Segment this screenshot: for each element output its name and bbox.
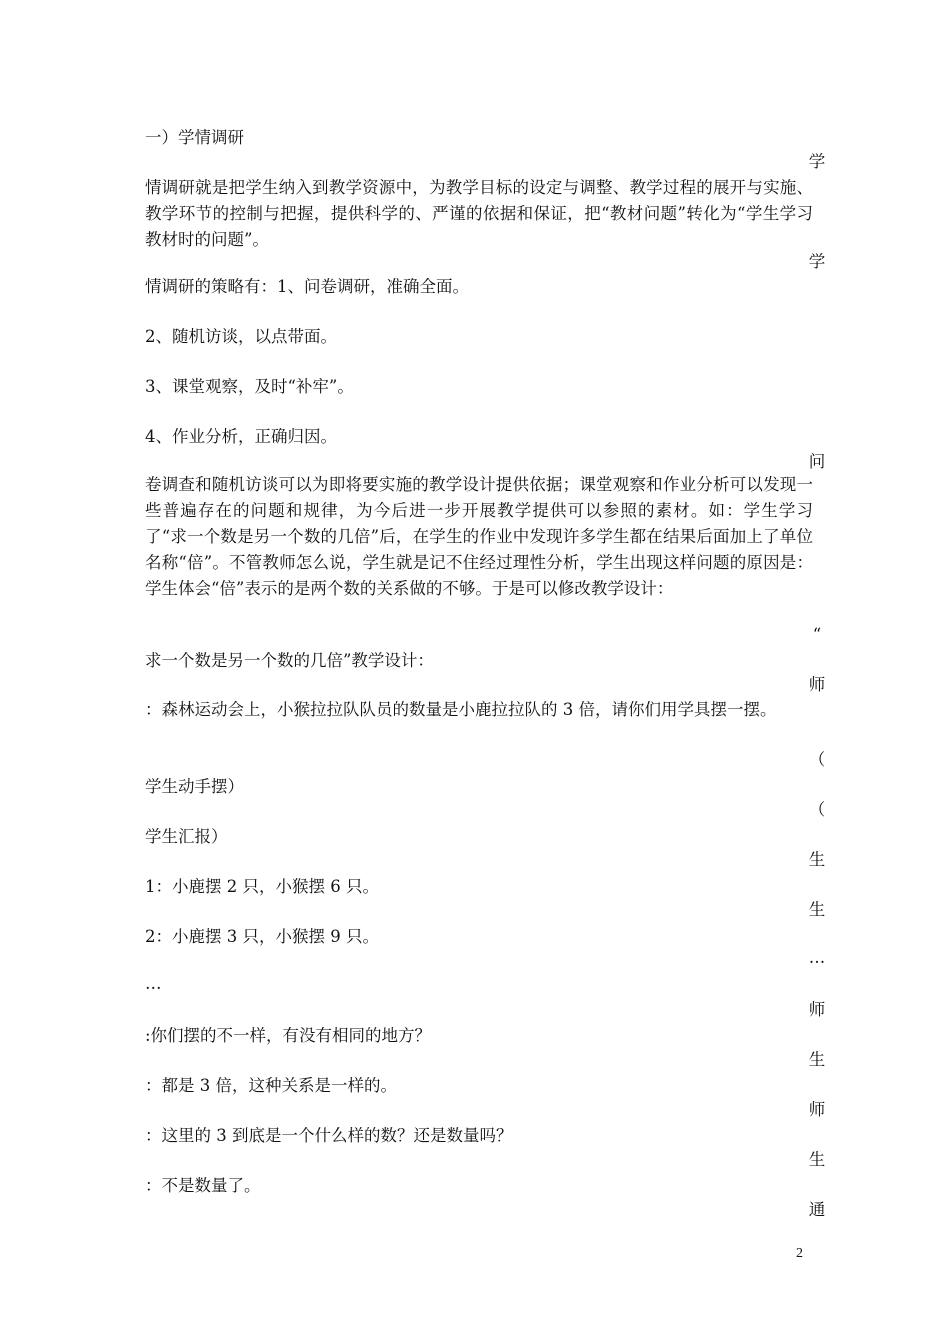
- paragraph-students-arrange: 学生动手摆）: [145, 777, 244, 796]
- paragraph-answer-3-times: ：都是 3 倍，这种关系是一样的。: [145, 1076, 397, 1095]
- margin-char: 生: [808, 850, 826, 869]
- margin-char: 学: [808, 152, 826, 171]
- margin-char: 学: [808, 252, 826, 271]
- paragraph-report-2: 2：小鹿摆 3 只，小猴摆 9 只。: [145, 927, 379, 946]
- margin-char: “: [812, 625, 822, 644]
- paragraph-question-number: ：这里的 3 到底是一个什么样的数？还是数量吗？: [145, 1126, 513, 1145]
- paragraph-question-same: :你们摆的不一样，有没有相同的地方？: [145, 1026, 432, 1045]
- margin-char: 通: [808, 1200, 826, 1219]
- margin-char: 生: [808, 900, 826, 919]
- paragraph-strategy-2: 2、随机访谈，以点带面。: [145, 327, 337, 346]
- margin-char: （: [808, 750, 826, 769]
- margin-char: 师: [808, 1100, 826, 1119]
- margin-char: 生: [808, 1150, 826, 1169]
- paragraph-ellipsis: …: [145, 974, 162, 993]
- paragraph-strategy-intro: 情调研的策略有：1、问卷调研，准确全面。: [145, 277, 469, 296]
- margin-char: （: [808, 800, 826, 819]
- section-heading: 一）学情调研: [145, 128, 244, 147]
- margin-char: 问: [808, 452, 826, 471]
- paragraph-strategy-4: 4、作业分析，正确归因。: [145, 427, 337, 446]
- paragraph-answer-not-quantity: ：不是数量了。: [145, 1176, 261, 1195]
- paragraph-students-report: 学生汇报）: [145, 827, 228, 846]
- margin-char: 生: [808, 1050, 826, 1069]
- paragraph-forest-games: ：森林运动会上，小猴拉拉队队员的数量是小鹿拉拉队的 3 倍，请你们用学具摆一摆。: [145, 700, 777, 719]
- paragraph-research-definition: 情调研就是把学生纳入到教学资源中，为教学目标的设定与调整、教学过程的展开与实施、教学环节的控制与把握，提供科学的、严谨的依据和保证，把“教材问题”转化为“学生学习教材时的问题”。: [145, 178, 813, 249]
- margin-char: 师: [808, 1000, 826, 1019]
- page-number: 2: [796, 1246, 803, 1261]
- paragraph-report-1: 1：小鹿摆 2 只，小猴摆 6 只。: [145, 877, 379, 896]
- paragraph-strategy-3: 3、课堂观察，及时“补牢”。: [145, 377, 354, 396]
- paragraph-design-title: 求一个数是另一个数的几倍”教学设计：: [145, 651, 434, 670]
- margin-char: 师: [808, 675, 826, 694]
- paragraph-analysis: 卷调查和随机访谈可以为即将要实施的教学设计提供依据；课堂观察和作业分析可以发现一些普遍存在的问题和规律，为今后进一步开展教学提供可以参照的素材。如：学生学习了“求一个数是另一个数的几倍”后，在学生的作业中发现许多学生都在结果后面加上了单位名称“倍”。不管教师怎么说，学生就是记不住经过理性分析，学生出现这样问题的原因是：学生体会“倍”表示的是两个数的关系做的不够。于是可以修改教学设计：: [145, 475, 813, 598]
- margin-char: …: [808, 948, 826, 967]
